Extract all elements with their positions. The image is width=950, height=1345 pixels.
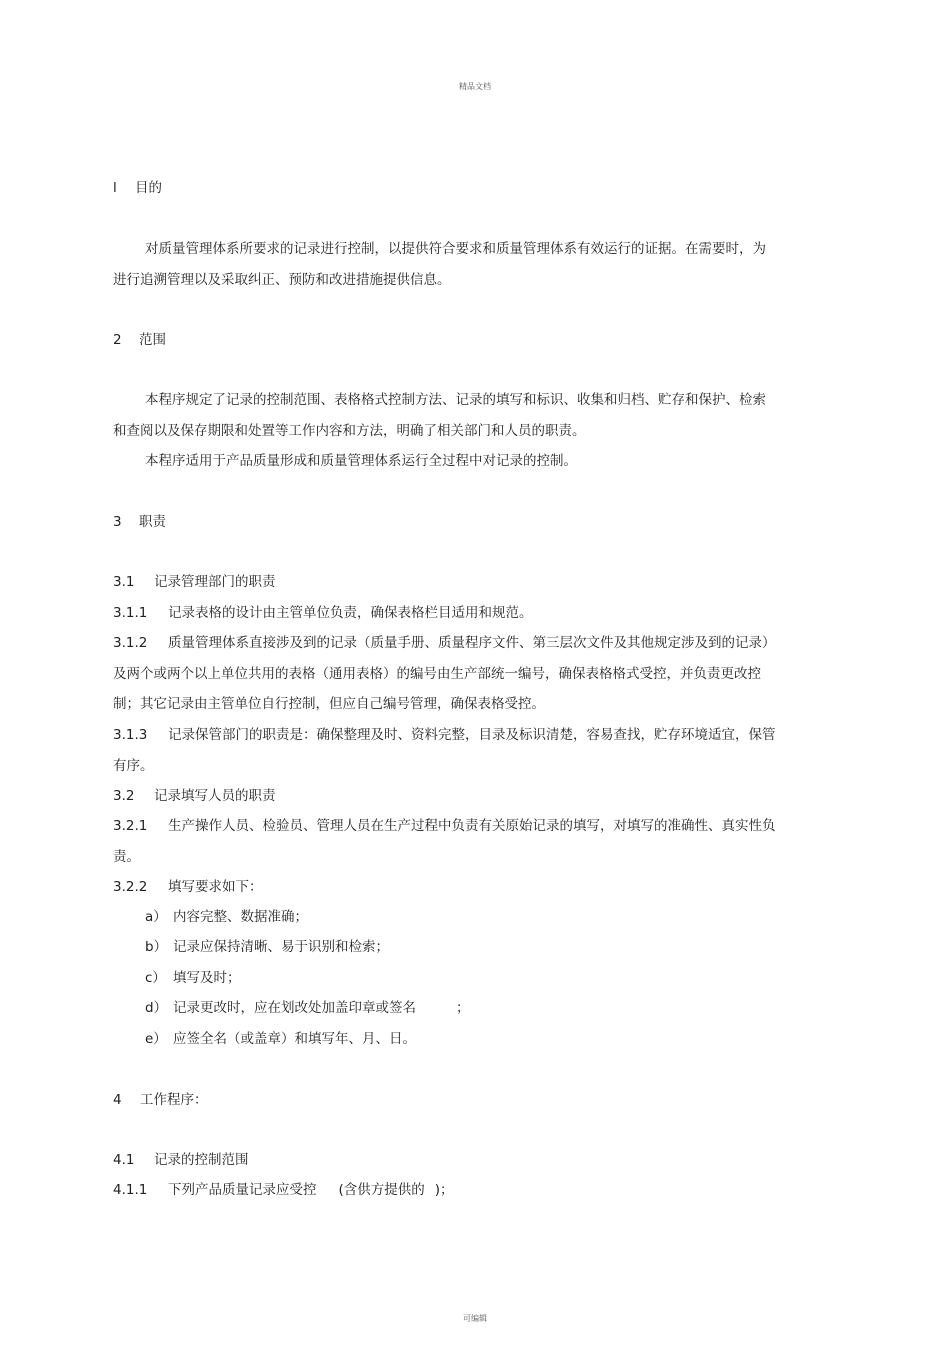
section-3-1-2: 3.1.2 质量管理体系直接涉及到的记录（质量手册、质量程序文件、第三层次文件及其他规定涉及到的记录） 及两个或两个以上单位共用的表格（通用表格）的编号由生产部统一编号，确保表格格式受控，并负责更改控 制；其它记录由主管单位自行控制，但应自己编号管理，确保表格受控。 xyxy=(113,635,776,712)
page-footer: 可编辑 xyxy=(463,1314,487,1323)
section-3-1-1: 3.1.1 记录表格的设计由主管单位负责，确保表格栏目适用和规范。 xyxy=(113,605,533,621)
section-4-1-1: 4.1.1 下列产品质量记录应受控 (含供方提供的 )； xyxy=(113,1182,454,1198)
section-3-1-heading: 3.1 记录管理部门的职责 xyxy=(113,574,276,590)
page-header: 精品文档 xyxy=(459,82,491,91)
section-2-heading: 2 范围 xyxy=(113,332,166,348)
list-item: e） 应签全名（或盖章）和填写年、月、日。 xyxy=(145,1031,416,1047)
section-3-2-1: 3.2.1 生产操作人员、检验员、管理人员在生产过程中负责有关原始记录的填写，对填写的准确性、真实性负 责。 xyxy=(113,818,776,865)
section-3-2-2: 3.2.2 填写要求如下： xyxy=(113,879,263,895)
list-item: a） 内容完整、数据准确； xyxy=(145,909,308,925)
section-2-paragraph: 本程序规定了记录的控制范围、表格格式控制方法、记录的填写和标识、收集和归档、贮存和保护、检索 和查阅以及保存期限和处置等工作内容和方法，明确了相关部门和人员的职责。 本程序适用于产品质量形成和质量管理体系运行全过程中对记录的控制。 xyxy=(113,392,766,469)
section-3-1-3: 3.1.3 记录保管部门的职责是：确保整理及时、资料完整，目录及标识清楚，容易查找，贮存环境适宜，保管 有序。 xyxy=(113,727,776,774)
list-item: b） 记录应保持清晰、易于识别和检索； xyxy=(145,939,389,955)
section-4-1-heading: 4.1 记录的控制范围 xyxy=(113,1152,249,1168)
section-1-paragraph: 对质量管理体系所要求的记录进行控制，以提供符合要求和质量管理体系有效运行的证据。在需要时，为 进行追溯管理以及采取纠正、预防和改进措施提供信息。 xyxy=(113,241,766,288)
section-3-2-heading: 3.2 记录填写人员的职责 xyxy=(113,788,276,804)
section-4-heading: 4 工作程序： xyxy=(113,1092,208,1108)
list-item: d） 记录更改时，应在划改处加盖印章或签名 ； xyxy=(145,1000,470,1016)
list-item: c） 填写及时； xyxy=(145,970,241,986)
section-3-heading: 3 职责 xyxy=(113,514,166,530)
section-1-heading: l 目的 xyxy=(113,180,162,196)
